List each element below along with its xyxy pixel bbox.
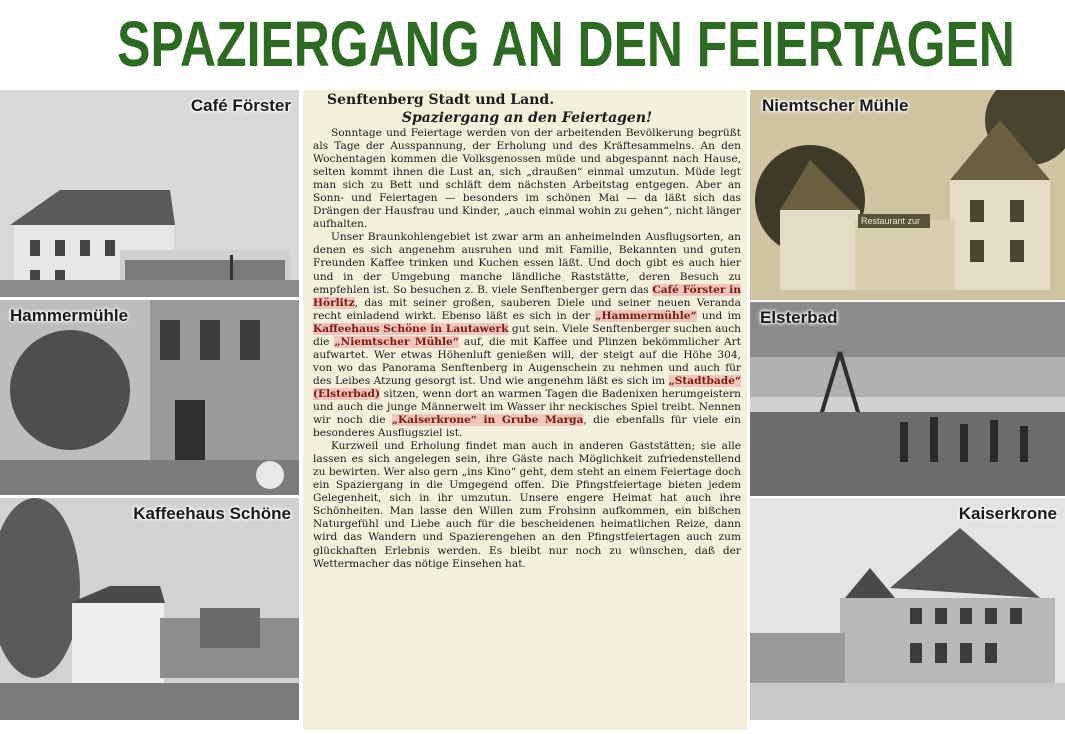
- article-text: , die ebenfalls für viele ein besonderes Ausflugsziel ist.: [313, 414, 741, 440]
- page-title: SPAZIERGANG AN DEN FEIERTAGEN: [117, 8, 1015, 80]
- highlight-kaffeehaus-schoene: Kaffeehaus Schöne in Lautawerk: [313, 322, 509, 335]
- article-paper-heading: Senftenberg Stadt und Land.: [327, 92, 555, 108]
- newspaper-article: [303, 90, 747, 730]
- article-text: , das mit seiner großen, sauberen Diele und seiner neuen Veranda recht einladend wirkt. Ebenso läßt es sich in der: [313, 296, 741, 322]
- highlight-kaiserkrone: „Kaiserkrone“ in Grube Marga: [391, 414, 584, 427]
- restaurant-sign: Restaurant zur: [861, 216, 921, 226]
- caption-kaffeehaus-schoene: Kaffeehaus Schöne: [133, 504, 291, 523]
- caption-niemtscher-muehle: Niemtscher Mühle: [762, 96, 909, 115]
- article-paragraph-1: Sonntage und Feiertage werden von der arbeitenden Bevölkerung begrüßt als Tage der Ausspannung, der Erholung und des Kräftesammelns. An den Wochentagen kommen die Volksgenossen müde und abgespannt nach Hause, selten kommt ihnen die Lust an, sich „draußen“ einmal umzutun. Müde legt man sich zu Bett und schläft dem nächsten Arbeitstag entgegen. Aber an Sonn- und Feiertagen — besonders im schönen Mai — da läßt sich das Drängen der Hausfrau und Kinder, „auch einmal wohin zu gehen“, nicht länger aufhalten.: [313, 127, 741, 231]
- highlight-niemtscher-muehle: „Niemtscher Mühle“: [334, 335, 459, 348]
- niemtscher-muehle-illustration: [750, 90, 1065, 300]
- caption-cafe-foerster: Café Förster: [190, 96, 291, 115]
- article-title: Spaziergang an den Feiertagen!: [401, 110, 653, 126]
- photo-kaffeehaus-schoene: [0, 498, 299, 720]
- caption-kaiserkrone: Kaiserkrone: [958, 504, 1057, 523]
- photo-kaiserkrone: [750, 498, 1065, 720]
- article-text: auf, die mit Kaffee und Plinzen bekömmlicher Art aufwartet. Wer etwas Höhenluft genießen will, der steigt auf die Höhe 304, von wo das Panorama Senftenberg in Augenschein zu nehmen und auch für des Leibes Atzung gesorgt ist. Und wie angenehm läßt es sich im: [313, 335, 742, 387]
- elsterbad-illustration: [750, 302, 1065, 496]
- article-text: gut sein. Viele Senftenberger suchen auch die: [313, 322, 741, 348]
- article-paragraph-2: [313, 231, 741, 440]
- highlight-hammermuehle: „Hammermühle“: [595, 309, 697, 322]
- kaiserkrone-illustration: [750, 498, 1065, 720]
- highlight-cafe-foerster: Café Förster in Hörlitz: [313, 283, 741, 309]
- caption-hammermuehle: Hammermühle: [10, 306, 129, 325]
- kaffeehaus-schoene-illustration: [0, 498, 299, 720]
- article-paragraph-3: Kurzweil und Erholung findet man auch in anderen Gaststätten; sie alle lassen es sich angelegen sein, ihre Gäste nach Möglichkeit zufriedenstellend zu bewirten. Wer also gern „ins Kino“ geht, dem steht an einem Feiertage doch ein Spaziergang in die Umgegend offen. Die Pfingstfeiertage bieten jedem Gelegenheit, sich in ihr umzutun. Unsere engere Heimat hat auch ihre Schönheiten. Man lasse den Willen zum Frohsinn aufkommen, ein bißchen Naturgefühl und Liebe auch für die bescheidenen heimatlichen Reize, dann wird das Wandern und Spazierengehen an den Pfingstfeiertagen auch zum glückhaften Erlebnis werden. Es bleibt nur noch zu wünschen, daß der Wettermacher das nötige Einsehen hat.: [313, 440, 741, 570]
- article-text: und im: [701, 309, 742, 322]
- photo-cafe-foerster: [0, 90, 299, 297]
- photo-niemtscher-muehle: [750, 90, 1065, 300]
- highlight-stadtbad: „Stadtbade“ (Elsterbad): [313, 374, 741, 400]
- caption-elsterbad: Elsterbad: [760, 308, 838, 327]
- cafe-foerster-illustration: [0, 90, 299, 297]
- article-text: sitzen, wenn dort an warmen Tagen die Badenixen herumgeistern und auch die junge Männerwelt im Wasser ihr neckisches Spiel treibt. Nennen wir noch die: [313, 387, 741, 427]
- photo-elsterbad: [750, 302, 1065, 496]
- article-text: Unser Braunkohlengebiet ist zwar arm an anheimelnden Ausflugsorten, an denen es sich angenehm ausruhen und mit Familie, Bekannten und guten Freunden Kaffee trinken und Kuchen essen läßt. Und doch gibt es auch hier und in der Umgebung manche ländliche Raststätte, deren Besuch zu empfehlen ist. So besuchen z. B. viele Senftenberger gern das: [313, 231, 741, 296]
- hammermuehle-illustration: [0, 300, 299, 495]
- photo-hammermuehle: [0, 300, 299, 495]
